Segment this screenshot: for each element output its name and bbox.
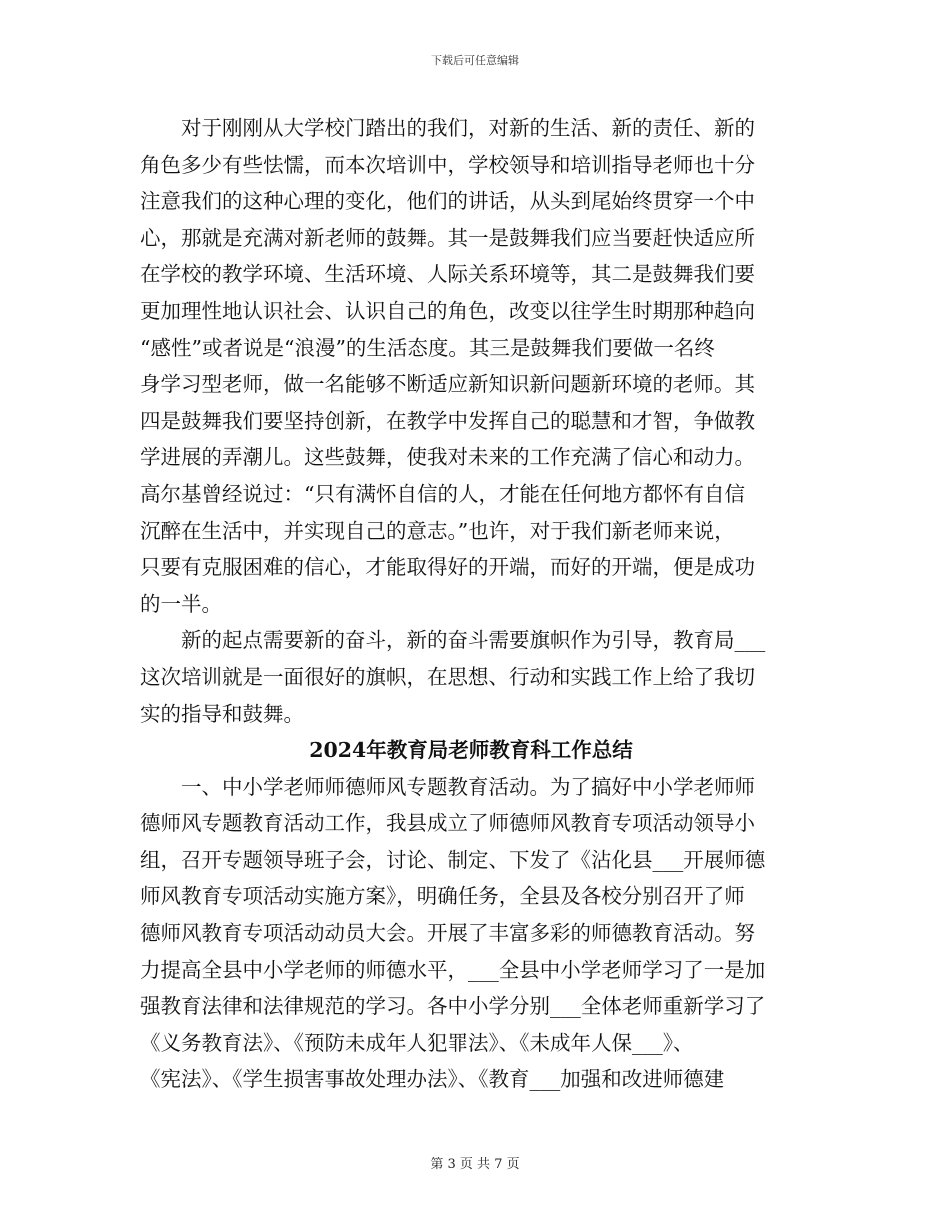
section-paragraph-line: 师风教育专项活动实施方案》，明确任务，全县及各校分别召开了师 [140, 884, 745, 909]
paragraph-line: 角色多少有些怯懦，而本次培训中，学校领导和培训指导老师也十分 [140, 152, 755, 177]
section-paragraph-line: 德师风专题教育活动工作，我县成立了师德师风教育专项活动领导小 [140, 811, 755, 836]
document-body [140, 110, 810, 1098]
paragraph-line: 心，那就是充满对新老师的鼓舞。其一是鼓舞我们应当要赶快适应所 [140, 225, 755, 250]
paragraph-line: 对于刚刚从大学校门踏出的我们，对新的生活、新的责任、新的 [140, 116, 755, 140]
section-paragraph-line: 组，召开专题领导班子会，讨论、制定、下发了《沾化县___开展师德 [140, 847, 766, 872]
paragraph-line: 只要有克服困难的信心，才能取得好的开端，而好的开端，便是成功 [140, 555, 755, 580]
section-paragraph-line: 力提高全县中小学老师的师德水平，___全县中小学老师学习了一是加 [140, 957, 766, 982]
section-paragraph-line: 《宪法》、《学生损害事故处理办法》、《教育___加强和改进师德建 [140, 1067, 725, 1092]
paragraph-line: 身学习型老师，做一名能够不断适应新知识新问题新环境的老师。其 [140, 372, 755, 397]
section-paragraph-line: 强教育法律和法律规范的学习。各中小学分别___全体老师重新学习了 [140, 994, 766, 1019]
paragraph-line: 学进展的弄潮儿。这些鼓舞，使我对未来的工作充满了信心和动力。 [140, 445, 755, 470]
paragraph-line: 新的起点需要新的奋斗，新的奋斗需要旗帜作为引导，教育局___ [140, 628, 766, 653]
paragraph-line: 四是鼓舞我们要坚持创新，在教学中发挥自己的聪慧和才智，争做教 [140, 408, 755, 433]
paragraph-line: 注意我们的这种心理的变化，他们的讲话，从头到尾始终贯穿一个中 [140, 189, 755, 214]
section-paragraph-line: 德师风教育专项活动动员大会。开展了丰富多彩的师德教育活动。努 [140, 921, 755, 946]
section-paragraph-line: 一、中小学老师师德师风专题教育活动。为了搞好中小学老师师 [140, 774, 755, 799]
page-header: 下载后可任意编辑 [431, 54, 519, 67]
page-number-footer: 第 3 页 共 7 页 [430, 1157, 520, 1172]
paragraph-line: 沉醉在生活中，并实现自己的意志。”也许，对于我们新老师来说， [140, 518, 735, 543]
section-paragraph-line: 《义务教育法》、《预防未成年人犯罪法》、《未成年人保___》、 [140, 1030, 694, 1055]
paragraph-line: 更加理性地认识社会、认识自己的角色，改变以往学生时期那种趋向 [140, 298, 755, 323]
paragraph-line: 这次培训就是一面很好的旗帜，在思想、行动和实践工作上给了我切 [140, 664, 755, 689]
paragraph-line: 高尔基曾经说过：“只有满怀自信的人，才能在任何地方都怀有自信 [140, 481, 745, 506]
paragraph-line: 在学校的教学环境、生活环境、人际关系环境等，其二是鼓舞我们要 [140, 262, 755, 287]
paragraph-line: 的一半。 [140, 591, 222, 616]
section-title: 2024年教育局老师教育科工作总结 [309, 738, 633, 763]
paragraph-line: “感性”或者说是“浪漫”的生活态度。其三是鼓舞我们要做一名终 [140, 335, 715, 360]
paragraph-line: 实的指导和鼓舞。 [140, 701, 304, 726]
